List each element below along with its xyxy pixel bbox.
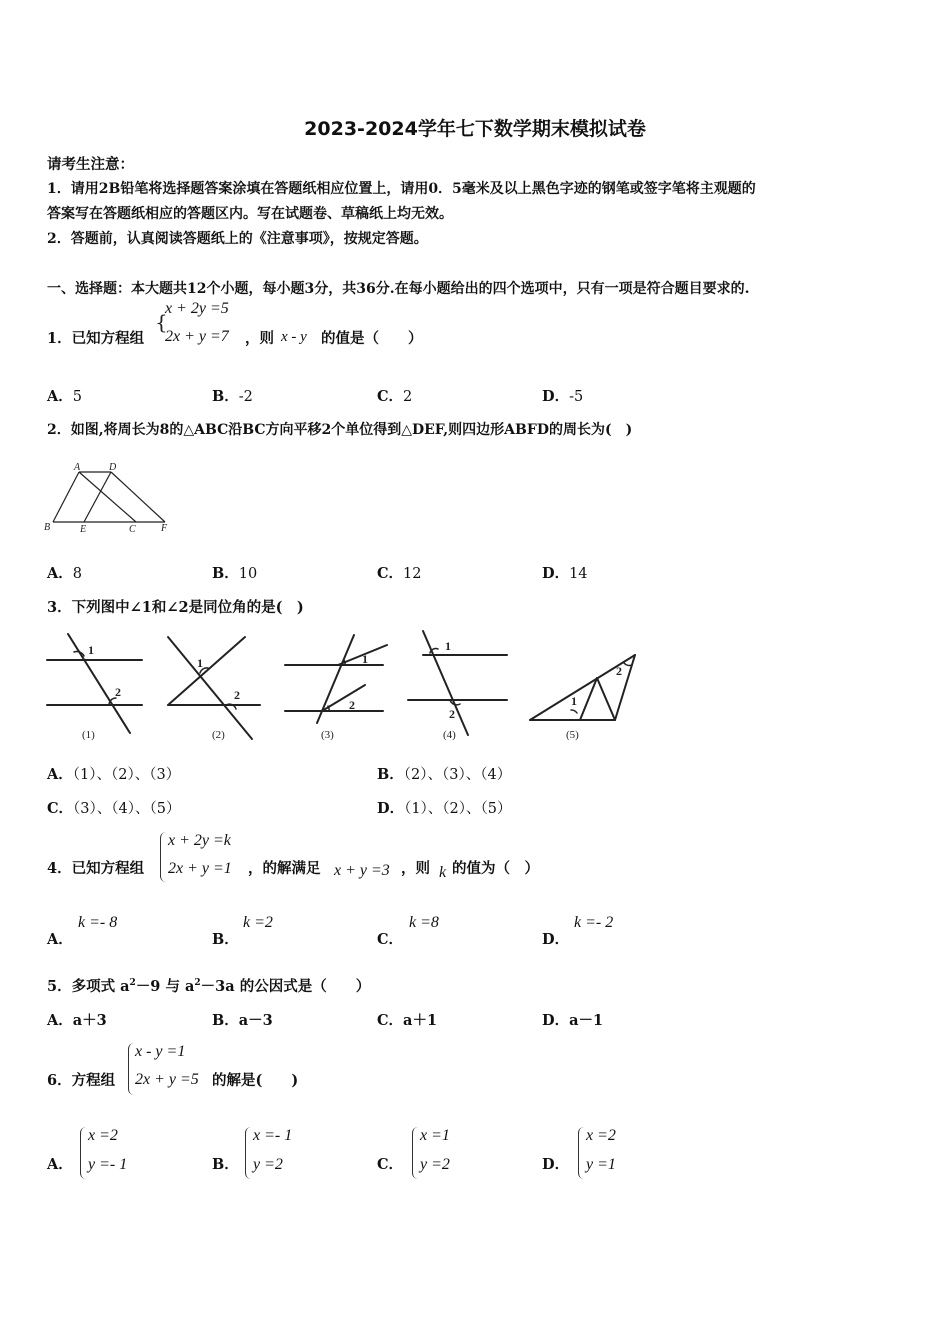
fig3-angle-1: 1 — [362, 652, 368, 666]
q2-option-d[interactable]: D．14 — [542, 565, 588, 582]
q6-option-d-brace — [578, 1127, 584, 1179]
q1-mid: ，则 — [245, 330, 274, 347]
fig-caption-4: (4) — [443, 729, 456, 741]
q2-option-a[interactable]: A．8 — [47, 565, 82, 582]
page-title: 2023-2024学年七下数学期末模拟试卷 — [304, 118, 646, 140]
fig4-angle-2: 2 — [449, 707, 455, 721]
q4-brace — [160, 832, 166, 882]
q6-option-c-label[interactable]: C． — [377, 1156, 404, 1173]
q4-suffix: 的值为（ ） — [452, 860, 539, 877]
fig-caption-5: (5) — [566, 729, 579, 741]
q5-option-b[interactable]: B．a－3 — [212, 1012, 273, 1029]
q5-option-a[interactable]: A．a＋3 — [47, 1012, 107, 1029]
q6-option-d-label[interactable]: D． — [542, 1156, 570, 1173]
section-heading: 一、选择题：本大题共12个小题，每小题3分，共36分.在每小题给出的四个选项中，只有一项是符合题目要求的. — [47, 281, 750, 297]
q6-eq2: 2x + y =5 — [135, 1071, 199, 1088]
q5-option-d[interactable]: D．a－1 — [542, 1012, 604, 1029]
q3-option-b[interactable]: B．（2）、（3）、（4） — [377, 766, 512, 783]
q4-var: k — [439, 864, 447, 881]
q2-text: 2．如图,将周长为8的△ABC沿BC方向平移2个单位得到△DEF,则四边形ABFD的周长为( ) — [47, 422, 633, 438]
fig5-angle-2: 2 — [616, 664, 622, 678]
q2-label-e: E — [80, 524, 87, 535]
q1-eq2: 2x + y =7 — [165, 328, 229, 345]
q6-brace — [128, 1043, 134, 1095]
fig5-angle-1: 1 — [571, 694, 577, 708]
q2-figure — [40, 460, 180, 540]
q6-option-d-line1[interactable]: x =2 — [586, 1127, 616, 1144]
q2-label-b: B — [44, 522, 51, 533]
q6-option-a-line1[interactable]: x =2 — [88, 1127, 118, 1144]
q1-prefix: 1．已知方程组 — [47, 330, 145, 347]
q4-option-a-label[interactable]: A． — [47, 931, 73, 948]
q4-cond: x + y =3 — [334, 862, 390, 879]
q1-expr: x - y — [281, 329, 307, 345]
q4-prefix: 4．已知方程组 — [47, 860, 145, 877]
fig-caption-3: (3) — [321, 729, 334, 741]
notice-line-1: 1．请用2B铅笔将选择题答案涂填在答题纸相应位置上，请用0．5毫米及以上黑色字迹的钢笔或签字笔将主观题的 — [47, 181, 756, 197]
q6-option-a-label[interactable]: A． — [47, 1156, 73, 1173]
q2-label-d: D — [109, 462, 117, 473]
q1-option-d[interactable]: D．-5 — [542, 388, 584, 405]
q6-option-b-label[interactable]: B． — [212, 1156, 239, 1173]
q1-option-a[interactable]: A．5 — [47, 388, 82, 405]
q1-suffix: 的值是（ ） — [321, 330, 423, 347]
q2-label-a: A — [74, 462, 81, 473]
fig3-angle-2: 2 — [349, 698, 355, 712]
q4-option-b-value[interactable]: k =2 — [243, 914, 273, 931]
fig2-angle-1: 1 — [197, 656, 203, 670]
notice-line-2: 答案写在答题纸相应的答题区内。写在试题卷、草稿纸上均无效。 — [47, 206, 453, 222]
q4-option-d-label[interactable]: D． — [542, 931, 570, 948]
q2-label-f: F — [161, 523, 168, 534]
q6-option-b-line1[interactable]: x =- 1 — [253, 1127, 293, 1144]
q6-prefix: 6．方程组 — [47, 1072, 116, 1089]
q6-option-d-line2[interactable]: y =1 — [586, 1156, 616, 1173]
q6-option-c-line2[interactable]: y =2 — [420, 1156, 450, 1173]
q6-option-b-line2[interactable]: y =2 — [253, 1156, 283, 1173]
q4-option-b-label[interactable]: B． — [212, 931, 239, 948]
q4-eq2: 2x + y =1 — [168, 860, 232, 877]
q2-label-c: C — [129, 524, 136, 535]
fig2-angle-2: 2 — [234, 688, 240, 702]
q6-option-c-brace — [412, 1127, 418, 1179]
q4-eq1: x + 2y =k — [168, 832, 231, 849]
fig1-angle-1: 1 — [88, 643, 94, 657]
fig4-angle-1: 1 — [445, 639, 451, 653]
q6-option-c-line1[interactable]: x =1 — [420, 1127, 450, 1144]
q3-text: 3．下列图中∠1和∠2是同位角的是( ) — [47, 599, 304, 616]
q6-option-b-brace — [245, 1127, 251, 1179]
q6-eq1: x - y =1 — [135, 1043, 186, 1060]
q4-mid2: ，则 — [401, 860, 430, 877]
q6-suffix: 的解是( ) — [212, 1072, 299, 1089]
fig-caption-1: (1) — [82, 729, 95, 741]
fig1-angle-2: 2 — [115, 685, 121, 699]
fig-caption-2: (2) — [212, 729, 225, 741]
q1-option-c[interactable]: C．2 — [377, 388, 413, 405]
q4-mid: ，的解满足 — [248, 860, 321, 877]
q3-figures — [40, 625, 650, 750]
q4-option-c-value[interactable]: k =8 — [409, 914, 439, 931]
q2-option-b[interactable]: B．10 — [212, 565, 258, 582]
q5-option-c[interactable]: C．a＋1 — [377, 1012, 438, 1029]
q2-option-c[interactable]: C．12 — [377, 565, 422, 582]
q6-option-a-brace — [80, 1127, 86, 1179]
notice-line-3: 2．答题前，认真阅读答题纸上的《注意事项》，按规定答题。 — [47, 231, 428, 247]
q4-option-c-label[interactable]: C． — [377, 931, 404, 948]
q4-option-d-value[interactable]: k =- 2 — [574, 914, 614, 931]
q5-text: 5．多项式 $a^2-9$ 与 $a^2-3a$ 的公因式是（ ） — [47, 978, 371, 995]
q1-eq1: x + 2y =5 — [165, 300, 229, 317]
q1-brace: { — [155, 310, 168, 334]
q4-option-a-value[interactable]: k =- 8 — [78, 914, 118, 931]
q1-option-b[interactable]: B．-2 — [212, 388, 253, 405]
q6-option-a-line2[interactable]: y =- 1 — [88, 1156, 128, 1173]
q3-option-a[interactable]: A．（1）、（2）、（3） — [47, 766, 181, 783]
notice-heading: 请考生注意： — [47, 156, 134, 173]
q3-option-d[interactable]: D．（1）、（2）、（5） — [377, 800, 512, 817]
q3-option-c[interactable]: C．（3）、（4）、（5） — [47, 800, 181, 817]
